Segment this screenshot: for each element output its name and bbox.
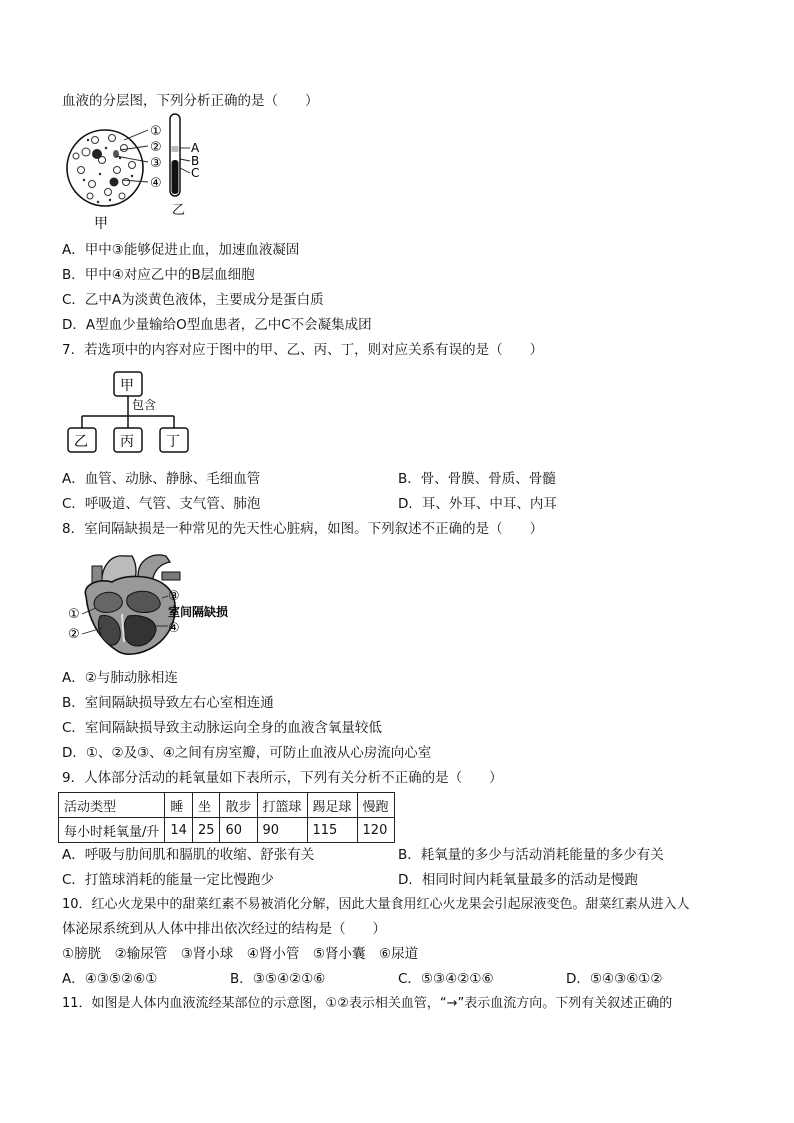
q9-oxygen-table — [58, 792, 395, 843]
q6-label-b: B — [191, 154, 200, 168]
table-cell: 散步 — [220, 793, 257, 818]
q10-option-d: D．⑤④③⑥①② — [566, 971, 663, 987]
table-cell: 坐 — [192, 793, 220, 818]
q8-option-b: B．室间隔缺损导致左右心室相连通 — [62, 695, 274, 711]
q6-label-1: ① — [150, 124, 162, 139]
q7-box-ding: 丁 — [166, 434, 180, 450]
q7-box-bing: 丙 — [120, 434, 134, 450]
q8-option-a: A．②与肺动脉相连 — [62, 670, 178, 686]
q9-option-c: C．打篮球消耗的能量一定比慢跑少 — [62, 872, 274, 888]
table-header-row — [59, 793, 395, 818]
table-cell: 打篮球 — [257, 793, 307, 818]
table-cell: 14 — [165, 818, 193, 843]
q8-option-c: C．室间隔缺损导致主动脉运向全身的血液含氧量较低 — [62, 720, 382, 736]
q6-label-a: A — [191, 141, 200, 155]
table-cell: 120 — [357, 818, 394, 843]
q10-option-c: C．⑤③④②①⑥ — [398, 971, 494, 987]
q8-option-d: D．①、②及③、④之间有房室瓣，可防止血液从心房流向心室 — [62, 745, 432, 761]
q6-blood-figure — [62, 110, 222, 232]
q7-option-c: C．呼吸道、气管、支气管、肺泡 — [62, 496, 261, 512]
q8-label-defect: 室间隔缺损 — [168, 605, 229, 619]
q9-option-a: A．呼吸与肋间肌和膈肌的收缩、舒张有关 — [62, 847, 315, 863]
table-cell: 慢跑 — [357, 793, 394, 818]
q6-option-d: D．A型血少量输给O型血患者，乙中C不会凝集成团 — [62, 317, 372, 333]
q6-label-4: ④ — [150, 176, 162, 191]
table-cell: 踢足球 — [307, 793, 357, 818]
q7-option-d: D．耳、外耳、中耳、内耳 — [398, 496, 557, 512]
q10-items: ①膀胱 ②输尿管 ③肾小球 ④肾小管 ⑤肾小囊 ⑥尿道 — [62, 946, 419, 962]
q11-stem: 11．如图是人体内血液流经某部位的示意图，①②表示相关血管，“→”表示血流方向。下列有关叙述正确的 — [62, 996, 673, 1011]
q8-label-3: ③ — [168, 589, 180, 604]
q9-option-b: B．耗氧量的多少与活动消耗能量的多少有关 — [398, 847, 664, 863]
q9-option-d: D．相同时间内耗氧量最多的活动是慢跑 — [398, 872, 638, 888]
q6-stem: 血液的分层图，下列分析正确的是（ ） — [62, 93, 319, 109]
q7-box-yi: 乙 — [74, 434, 88, 450]
q6-option-a: A．甲中③能够促进止血，加速血液凝固 — [62, 242, 300, 258]
q7-option-b: B．骨、骨膜、骨质、骨髓 — [398, 471, 556, 487]
table-row — [59, 818, 395, 843]
q9-stem: 9．人体部分活动的耗氧量如下表所示，下列有关分析不正确的是（ ） — [62, 770, 503, 786]
q8-label-4: ④ — [168, 621, 180, 636]
q6-option-c: C．乙中A为淡黄色液体，主要成分是蛋白质 — [62, 292, 324, 308]
table-cell: 活动类型 — [59, 793, 165, 818]
q6-label-2: ② — [150, 140, 162, 155]
q8-stem: 8．室间隔缺损是一种常见的先天性心脏病，如图。下列叙述不正确的是（ ） — [62, 521, 544, 537]
table-cell: 每小时耗氧量/升 — [59, 818, 165, 843]
q8-label-1: ① — [68, 607, 80, 622]
table-cell: 60 — [220, 818, 257, 843]
q6-label-yi: 乙 — [172, 203, 186, 218]
q6-label-jia: 甲 — [94, 216, 108, 232]
table-cell: 115 — [307, 818, 357, 843]
table-cell: 睡 — [165, 793, 193, 818]
q6-option-b: B．甲中④对应乙中的B层血细胞 — [62, 267, 255, 283]
q10-stem-line1: 10．红心火龙果中的甜菜红素不易被消化分解，因此大量食用红心火龙果会引起尿液变色。甜菜红素从进入人 — [62, 897, 690, 912]
q8-label-2: ② — [68, 627, 80, 642]
q6-label-3: ③ — [150, 156, 162, 171]
q7-hierarchy-figure — [62, 364, 192, 458]
q7-contains-label: 包含 — [132, 398, 157, 412]
q8-heart-figure — [62, 546, 242, 662]
q10-option-a: A．④③⑤②⑥① — [62, 971, 158, 987]
table-cell: 90 — [257, 818, 307, 843]
q7-option-a: A．血管、动脉、静脉、毛细血管 — [62, 471, 261, 487]
q6-label-c: C — [191, 166, 200, 180]
q10-stem-line2: 体泌尿系统到从人体中排出依次经过的结构是（ ） — [62, 921, 386, 937]
q7-stem: 7．若选项中的内容对应于图中的甲、乙、丙、丁，则对应关系有误的是（ ） — [62, 342, 544, 358]
table-cell: 25 — [192, 818, 220, 843]
q7-box-jia: 甲 — [120, 378, 134, 394]
q10-option-b: B．③⑤④②①⑥ — [230, 971, 326, 987]
